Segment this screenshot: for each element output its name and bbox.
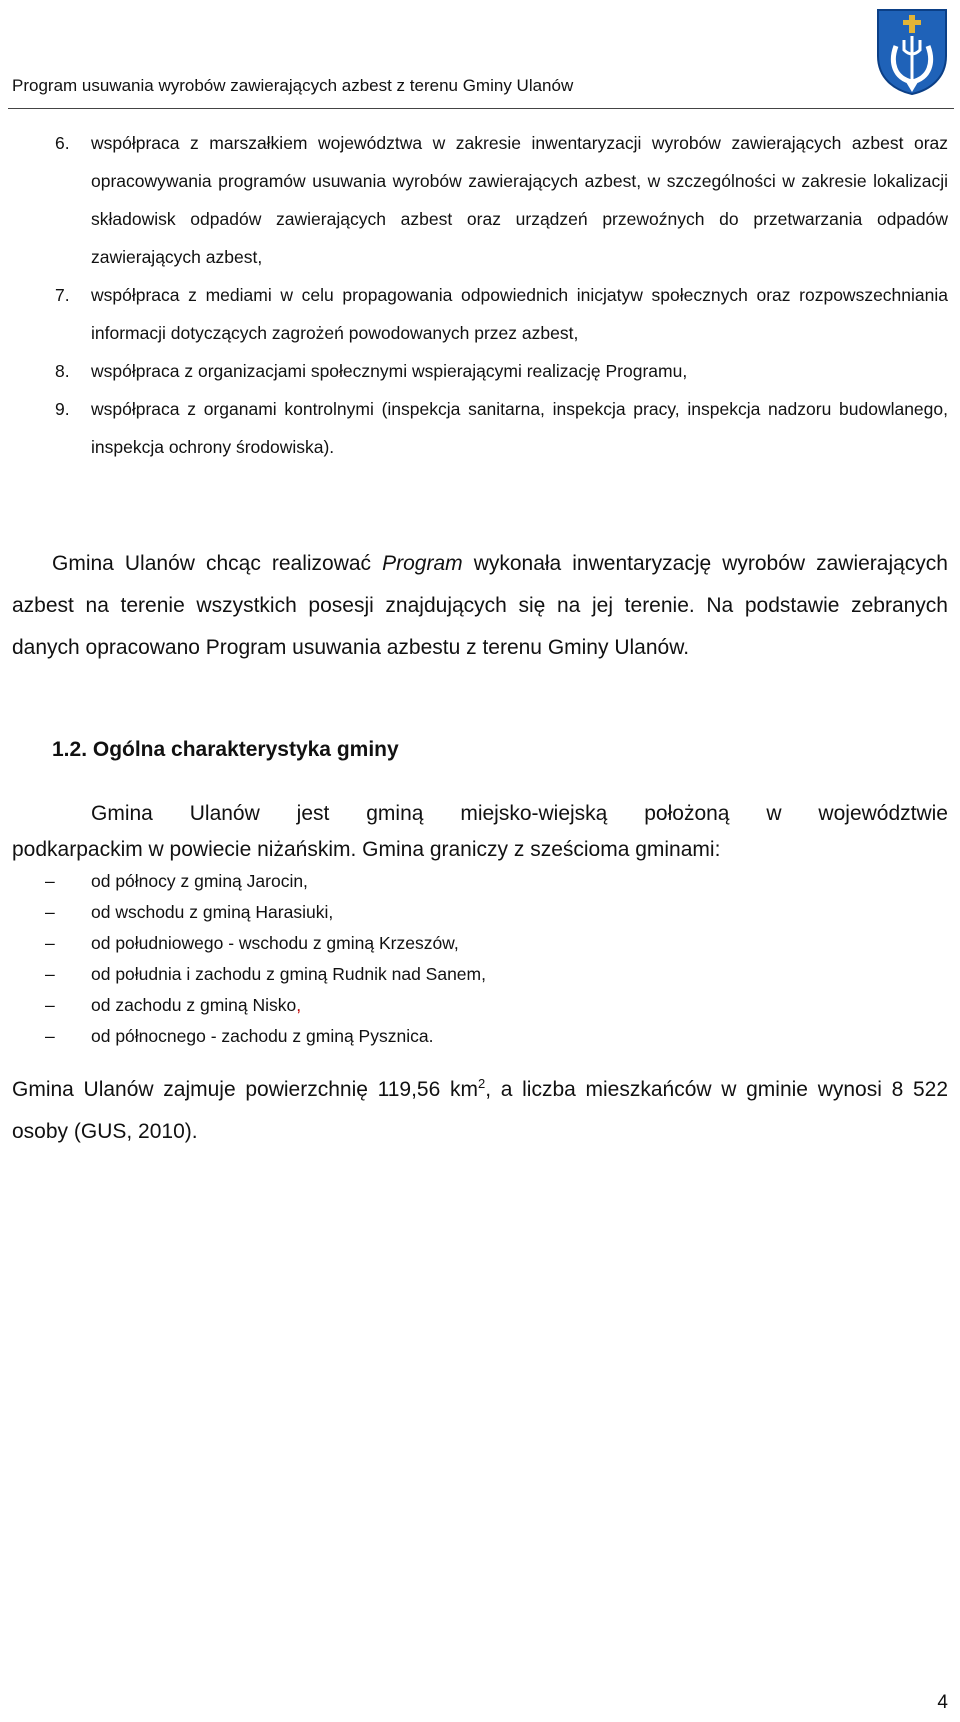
paragraph-inventory — [12, 543, 948, 669]
dash-bullet: – — [45, 1026, 55, 1046]
list-item-text: współpraca z mediami w celu propagowania odpowiednich inicjatyw społecznych oraz rozpowszechniania informacji dotyczących zagrożeń powodowanych przez azbest, — [91, 285, 948, 343]
list-item-text: współpraca z organizacjami społecznymi wspierającymi realizację Programu, — [91, 361, 688, 381]
list-item — [55, 390, 948, 466]
red-comma: , — [296, 995, 302, 1015]
list-item — [45, 959, 486, 990]
list-item-number: 8. — [55, 361, 70, 381]
header-title: Program usuwania wyrobów zawierających azbest z terenu Gminy Ulanów — [12, 76, 574, 95]
list-item-text: współpraca z marszałkiem województwa w zakresie inwentaryzacji wyrobów zawierających azbest oraz opracowywania programów usuwania wyrobów zawierających azbest, w szczególności w zakresie lokalizacji składowisk odpadów zawierających azbest oraz urządzeń przewoźnych do przetwarzania odpadów zawierających azbest, — [91, 133, 948, 267]
numbered-list — [55, 124, 948, 466]
superscript: 2 — [477, 1076, 486, 1091]
coat-of-arms-icon — [872, 6, 952, 96]
paragraph-text: wykonała inwentaryzację wyrobów zawierających azbest na terenie wszystkich posesji znajdujących się na jej terenie. Na podstawie zebranych danych opracowano Program usuwania azbestu z terenu Gminy Ulanów. — [12, 552, 948, 659]
list-item-text: od południa i zachodu z gminą Rudnik nad Sanem, — [91, 964, 486, 984]
list-item-number: 9. — [55, 399, 70, 419]
paragraph-text: Gmina Ulanów zajmuje powierzchnię 119,56 km — [12, 1078, 478, 1101]
list-item — [45, 866, 486, 897]
paragraph-text: Gmina Ulanów chcąc realizować — [52, 552, 372, 575]
list-item — [45, 897, 486, 928]
dash-bullet: – — [45, 964, 55, 984]
list-item — [45, 990, 486, 1021]
header-divider — [8, 108, 954, 109]
dash-bullet: – — [45, 902, 55, 922]
list-item — [45, 928, 486, 959]
list-item — [55, 276, 948, 352]
paragraph-characteristics — [12, 796, 948, 868]
paragraph-rest: podkarpackim w powiecie niżańskim. Gmina graniczy z sześcioma gminami: — [12, 838, 721, 861]
list-item-text: współpraca z organami kontrolnymi (inspekcja sanitarna, inspekcja pracy, inspekcja nadzoru budowlanego, inspekcja ochrony środowiska). — [91, 399, 948, 457]
dash-bullet: – — [45, 933, 55, 953]
list-item-text: od zachodu z gminą Nisko — [91, 995, 297, 1015]
list-item-number: 6. — [55, 133, 70, 153]
list-item — [55, 352, 948, 390]
paragraph-area — [12, 1069, 948, 1153]
dash-bullet: – — [45, 871, 55, 891]
paragraph-first-line: Gmina Ulanów jest gminą miejsko-wiejską położoną w województwie — [91, 802, 948, 825]
neighbour-list — [45, 866, 486, 1052]
list-item-number: 7. — [55, 285, 70, 305]
program-italic: Program — [382, 552, 463, 575]
section-title: 1.2. Ogólna charakterystyka gminy — [52, 738, 399, 761]
list-item-text: od północy z gminą Jarocin, — [91, 871, 308, 891]
dash-bullet: – — [45, 995, 55, 1015]
list-item — [45, 1021, 486, 1052]
list-item-text: od południowego - wschodu z gminą Krzeszów, — [91, 933, 459, 953]
list-item-text: od północnego - zachodu z gminą Pysznica. — [91, 1026, 434, 1046]
paragraph-text: , a liczba mieszkańców w gminie wynosi 8 522 osoby (GUS, 2010). — [12, 1078, 948, 1143]
list-item-text: od wschodu z gminą Harasiuki, — [91, 902, 334, 922]
list-item — [55, 124, 948, 276]
page-number: 4 — [937, 1692, 948, 1713]
